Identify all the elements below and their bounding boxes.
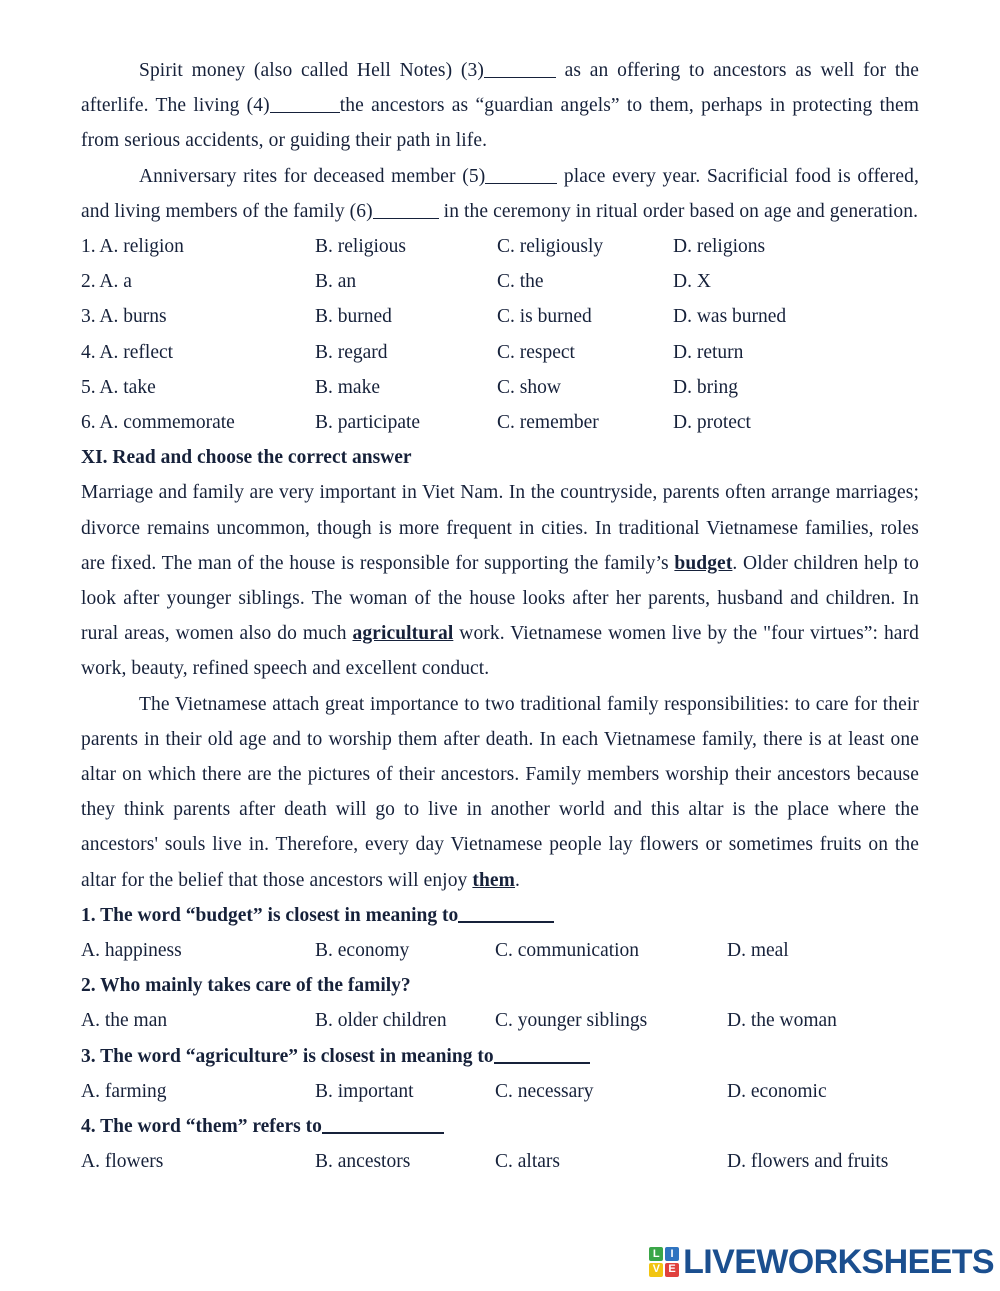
cloze-paragraph-2	[81, 159, 919, 229]
cloze-option-row	[81, 405, 919, 440]
cloze-option-d[interactable]: D. religions	[673, 236, 766, 258]
cloze-blank-6[interactable]	[373, 201, 439, 219]
logo-cell-i: I	[665, 1247, 679, 1261]
question-1-option-a[interactable]: A. happiness	[81, 939, 182, 961]
cloze-option-b[interactable]: B. regard	[315, 341, 388, 363]
reading-p2-segment-1: The Vietnamese attach great importance to two traditional family responsibilities: to care for their parents in their old age and to worship them after death. In each Vietnamese family, there is at least one altar on which there are the pictures of their ancestors. Family members worship their ancestors because they think parents after death will go to live in another world and this altar is the place where the ancestors' souls live in. Therefore, every day Vietnamese people lay flowers or sometimes fruits on the altar for the belief that those ancestors will enjoy	[81, 693, 919, 891]
question-1-text: 1. The word “budget” is closest in meaning to	[81, 904, 459, 926]
question-1-option-b[interactable]: B. economy	[315, 939, 410, 961]
question-4-option-b[interactable]: B. ancestors	[315, 1151, 411, 1173]
cloze-p2-text-before-blank5: Anniversary rites for deceased member (5)	[139, 165, 486, 187]
reading-p1-segment-1: Marriage and family are very important in Viet Nam. In the countryside, parents often arrange marriages; divorce remains uncommon, though is more frequent in cities. In traditional Vietnamese families, roles are fixed. The man of the house is responsible for supporting the family’s	[81, 482, 919, 574]
question-4-option-c[interactable]: C. altars	[495, 1151, 560, 1173]
question-1-option-d[interactable]: D. meal	[727, 939, 789, 961]
question-1-option-c[interactable]: C. communication	[495, 939, 640, 961]
reading-question-3	[81, 1039, 919, 1109]
cloze-option-b[interactable]: B. burned	[315, 306, 392, 328]
reading-question-4	[81, 1109, 919, 1179]
question-3-answer-blank[interactable]	[494, 1046, 590, 1064]
cloze-option-a[interactable]: 3. A. burns	[81, 306, 167, 328]
question-2-option-b[interactable]: B. older children	[315, 1010, 447, 1032]
cloze-option-a[interactable]: 2. A. a	[81, 271, 132, 293]
question-3-prompt	[81, 1039, 919, 1074]
question-1-prompt	[81, 898, 919, 933]
cloze-option-row	[81, 299, 919, 334]
question-4-text: 4. The word “them” refers to	[81, 1115, 322, 1137]
question-2-prompt	[81, 968, 919, 1003]
reading-p1-segment-2: . Older children help to look after younger siblings. The woman of the house looks after her parents, husband and children. In rural areas, women also do much	[81, 552, 919, 645]
question-1-answer-blank[interactable]	[458, 905, 554, 923]
cloze-option-d[interactable]: D. was burned	[673, 306, 787, 328]
cloze-option-b[interactable]: B. make	[315, 376, 380, 398]
cloze-blank-5[interactable]	[485, 166, 557, 184]
cloze-option-b[interactable]: B. an	[315, 271, 357, 293]
reading-question-2	[81, 968, 919, 1038]
cloze-p1-text-before-blank3: Spirit money (also called Hell Notes) (3)	[139, 60, 484, 81]
cloze-p1-text-after-blank3: as an offering to ancestors as well for the afterlife. The living (4)	[81, 60, 919, 117]
question-2-option-d[interactable]: D. the woman	[727, 1010, 837, 1032]
cloze-p2-text-after-blank6: in the ceremony in ritual order based on age and generation.	[438, 200, 919, 222]
cloze-option-row	[81, 229, 919, 264]
cloze-option-a[interactable]: 6. A. commemorate	[81, 411, 235, 433]
question-4-answer-blank[interactable]	[322, 1116, 444, 1134]
cloze-option-c[interactable]: C. the	[497, 271, 544, 293]
question-4-option-d[interactable]: D. flowers and fruits	[727, 1151, 889, 1173]
cloze-option-c[interactable]: C. respect	[497, 341, 575, 363]
question-2-options	[81, 1003, 919, 1038]
question-3-text: 3. The word “agriculture” is closest in meaning to	[81, 1045, 494, 1067]
cloze-p2-text-after-blank5: place every year. Sacrificial food is offered, and living members of the family (6)	[81, 165, 919, 222]
reading-p1-segment-3: work. Vietnamese women live by the "four virtues”: hard work, beauty, refined speech and excellent conduct.	[81, 623, 919, 680]
cloze-option-d[interactable]: D. X	[673, 271, 711, 293]
question-2-option-c[interactable]: C. younger siblings	[495, 1010, 648, 1032]
question-3-option-a[interactable]: A. farming	[81, 1080, 167, 1102]
question-3-options	[81, 1074, 919, 1109]
logo-cell-v: V	[649, 1263, 663, 1277]
liveworksheets-logo-icon	[649, 1247, 679, 1277]
reading-question-1	[81, 898, 919, 968]
question-3-option-d[interactable]: D. economic	[727, 1080, 827, 1102]
question-3-option-c[interactable]: C. necessary	[495, 1080, 594, 1102]
liveworksheets-logo[interactable]	[649, 1245, 994, 1279]
reading-paragraph-1	[81, 475, 919, 686]
cloze-option-b[interactable]: B. religious	[315, 236, 406, 258]
cloze-option-c[interactable]: C. is burned	[497, 306, 592, 328]
keyword-agricultural: agricultural	[352, 623, 454, 645]
question-4-options	[81, 1144, 919, 1179]
cloze-option-c[interactable]: C. religiously	[497, 236, 604, 258]
cloze-option-d[interactable]: D. bring	[673, 376, 738, 398]
cloze-option-d[interactable]: D. protect	[673, 411, 751, 433]
question-4-option-a[interactable]: A. flowers	[81, 1151, 164, 1173]
cloze-option-d[interactable]: D. return	[673, 341, 744, 363]
cloze-options-list	[81, 229, 919, 440]
keyword-them: them	[472, 869, 516, 891]
worksheet-page	[81, 0, 919, 1291]
keyword-budget: budget	[674, 552, 733, 574]
cloze-option-row	[81, 370, 919, 405]
question-4-prompt	[81, 1109, 919, 1144]
cloze-blank-3[interactable]	[484, 60, 556, 78]
cloze-option-c[interactable]: C. remember	[497, 411, 599, 433]
cloze-option-a[interactable]: 5. A. take	[81, 376, 156, 398]
cloze-blank-4[interactable]	[270, 95, 340, 113]
cloze-option-a[interactable]: 1. A. religion	[81, 236, 184, 258]
section-heading-xi: XI. Read and choose the correct answer	[81, 447, 412, 469]
liveworksheets-wordmark: LIVEWORKSHEETS	[683, 1243, 994, 1281]
cloze-option-row	[81, 335, 919, 370]
page-footer	[0, 1243, 1000, 1291]
cloze-option-c[interactable]: C. show	[497, 376, 561, 398]
reading-p2-segment-2: .	[515, 869, 521, 891]
question-2-option-a[interactable]: A. the man	[81, 1010, 168, 1032]
cloze-option-row	[81, 264, 919, 299]
cloze-paragraph-1	[81, 53, 919, 159]
cloze-option-a[interactable]: 4. A. reflect	[81, 341, 174, 363]
question-1-options	[81, 933, 919, 968]
question-2-text: 2. Who mainly takes care of the family?	[81, 975, 411, 997]
question-3-option-b[interactable]: B. important	[315, 1080, 414, 1102]
cloze-p1-text-after-blank4: the ancestors as “guardian angels” to them, perhaps in protecting them from serious accidents, or guiding their path in life.	[81, 95, 920, 152]
logo-cell-l: L	[649, 1247, 663, 1261]
logo-cell-e: E	[665, 1263, 679, 1277]
reading-paragraph-2	[81, 687, 919, 898]
cloze-option-b[interactable]: B. participate	[315, 411, 421, 433]
